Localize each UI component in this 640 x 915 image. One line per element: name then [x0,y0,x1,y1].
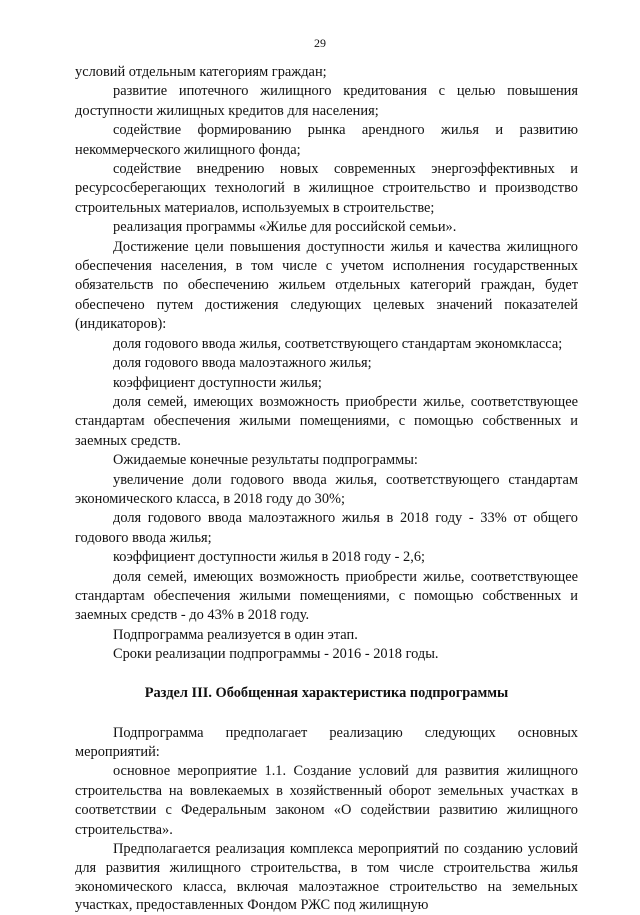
document-body [75,63,578,915]
paragraph: Подпрограмма предполагает реализацию следующих основных мероприятий: [75,724,578,760]
paragraph: коэффициент доступности жилья в 2018 году - 2,6; [113,549,426,566]
paragraph: доля годового ввода малоэтажного жилья; [113,355,372,372]
paragraph: содействие внедрению новых современных энергоэффективных и ресурсосберегающих технологий в жилищное строительство и производство строительных материалов, используемых в строительстве; [75,161,578,216]
paragraph: основное мероприятие 1.1. Создание условий для развития жилищного строительства на вовлекаемых в хозяйственный оборот земельных участках в соответствии с Федеральным законом «О содействии развитию жилищного строительства». [75,763,578,838]
paragraph: коэффициент доступности жилья; [113,374,322,391]
paragraph: Сроки реализации подпрограммы - 2016 - 2018 годы. [113,646,439,663]
section-heading: Раздел III. Обобщенная характеристика подпрограммы [144,684,509,701]
paragraph: Предполагается реализация комплекса мероприятий по созданию условий для развития жилищного строительства, в том числе строительства жилья экономического класса, включая малоэтажное строительство на земельных участках, предоставленных Фондом РЖС под жилищную [75,841,578,914]
paragraph: доля годового ввода жилья, соответствующего стандартам экономкласса; [113,335,563,352]
page-number: 29 [314,36,326,50]
paragraph: доля семей, имеющих возможность приобрести жилье, соответствующее стандартам обеспечения жилыми помещениями, с помощью собственных и заемных средств. [75,393,578,449]
paragraph: развитие ипотечного жилищного кредитования с целью повышения доступности жилищных кредитов для населения; [75,83,578,119]
paragraph: увеличение доли годового ввода жилья, соответствующего стандартам экономического класса, в 2018 году до 30%; [75,471,578,507]
paragraph: Ожидаемые конечные результаты подпрограммы: [113,452,418,469]
paragraph: содействие формированию рынка арендного жилья и развитию некоммерческого жилищного фонда; [75,122,578,158]
paragraph: реализация программы «Жилье для российской семьи». [113,219,457,236]
paragraph: доля семей, имеющих возможность приобрести жилье, соответствующее стандартам обеспечения жилыми помещениями, с помощью собственных и заемных средств - до 43% в 2018 году. [75,568,578,624]
paragraph: Достижение цели повышения доступности жилья и качества жилищного обеспечения населения, в том числе с учетом исполнения государственных обязательств по обеспечению жильем отдельных категорий граждан, будет обеспечено путем достижения следующих целевых значений показателей (индикаторов): [75,238,578,333]
paragraph: доля годового ввода малоэтажного жилья в 2018 году - 33% от общего годового ввода жилья; [75,510,578,546]
paragraph: условий отдельным категориям граждан; [75,64,327,80]
paragraph: Подпрограмма реализуется в один этап. [113,626,358,643]
